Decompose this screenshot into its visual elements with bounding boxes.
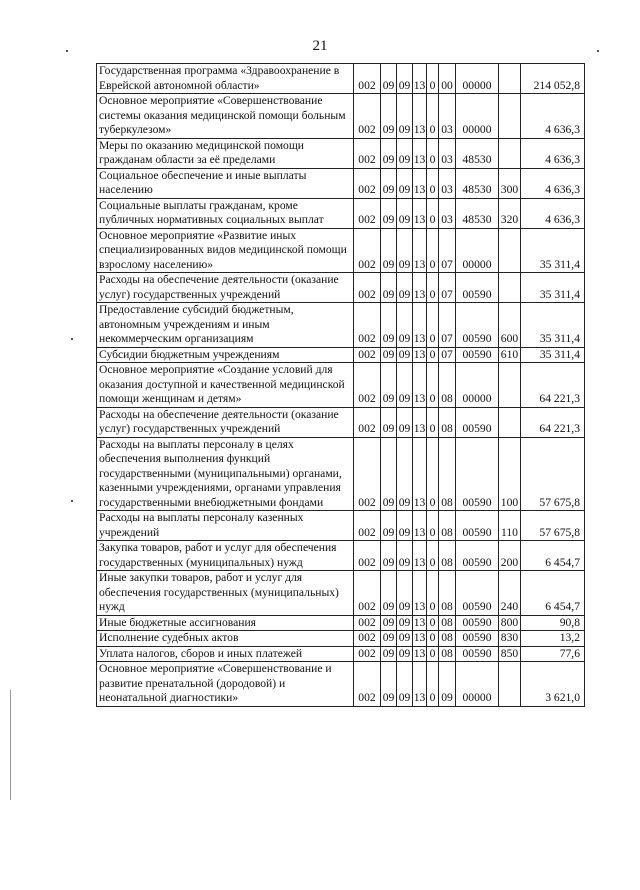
cell-p1: 13 xyxy=(413,198,427,228)
cell-p1: 13 xyxy=(413,631,426,644)
cell-amount: 35 311,4 xyxy=(521,347,585,363)
cell-p3: 07 xyxy=(439,303,456,348)
cell-exp: 610 xyxy=(499,347,521,363)
cell-exp: 200 xyxy=(499,541,521,571)
cell-p1: 13 xyxy=(413,511,427,541)
cell-admin: 002 xyxy=(354,64,381,94)
cell-admin: 002 xyxy=(354,273,381,303)
cell-admin: 002 xyxy=(354,631,381,647)
cell-admin: 002 xyxy=(354,363,381,408)
cell-sub: 09 xyxy=(397,64,413,94)
table-row xyxy=(97,631,585,647)
cell-admin: 002 xyxy=(354,646,381,662)
cell-name: Расходы на выплаты персоналу в целях обеспечения выполнения функций государственными (муниципальными) органами, казенными учреждениями, органами управления государственными внебюджетными фондами xyxy=(97,437,354,511)
cell-p4: 00000 xyxy=(456,94,499,139)
page-number: 21 xyxy=(312,38,328,54)
cell-amount: 214 052,8 xyxy=(521,64,585,94)
cell-p2: 0 xyxy=(427,437,439,511)
cell-name: Субсидии бюджетным учреждениям xyxy=(97,347,354,363)
cell-p4: 48530 xyxy=(456,198,499,228)
cell-p1: 13 xyxy=(413,646,426,660)
cell-admin: 002 xyxy=(354,615,381,631)
cell-p3: 07 xyxy=(439,228,456,273)
cell-p2: 0 xyxy=(427,198,439,228)
table-row xyxy=(97,64,585,94)
cell-admin: 002 xyxy=(354,198,381,228)
cell-p3: 08 xyxy=(439,571,456,616)
cell-sec: 09 xyxy=(381,273,397,303)
cell-p1: 13 xyxy=(413,228,427,273)
scan-speck xyxy=(597,50,599,52)
cell-amount: 77,6 xyxy=(521,646,585,662)
cell-exp: 600 xyxy=(499,303,521,348)
cell-sec: 09 xyxy=(381,407,397,437)
cell-p4: 00590 xyxy=(456,437,499,511)
cell-p1: 13 xyxy=(413,615,426,629)
cell-name: Иные закупки товаров, работ и услуг для обеспечения государственных (муниципальных) нужд xyxy=(97,571,354,616)
cell-p4: 00590 xyxy=(456,347,499,363)
cell-sub: 09 xyxy=(397,511,413,541)
cell-p1: 13 xyxy=(413,168,427,198)
cell-name: Основное мероприятие «Совершенствование системы оказания медицинской помощи больным туберкулезом» xyxy=(97,94,354,139)
table-row xyxy=(97,571,585,616)
cell-p3: 08 xyxy=(439,615,456,631)
budget-table xyxy=(96,63,585,707)
cell-exp: 100 xyxy=(499,437,521,511)
cell-p1: 13 xyxy=(413,94,427,139)
cell-p2: 0 xyxy=(427,168,439,198)
cell-sec: 09 xyxy=(381,631,397,647)
cell-name: Уплата налогов, сборов и иных платежей xyxy=(97,646,354,662)
cell-p2: 0 xyxy=(427,631,439,647)
cell-p4: 00590 xyxy=(456,511,499,541)
table-row xyxy=(97,437,585,511)
cell-p3: 07 xyxy=(439,347,456,363)
cell-amount: 3 621,0 xyxy=(521,662,585,707)
table-row xyxy=(97,168,585,198)
cell-p3: 03 xyxy=(439,138,456,168)
table-row xyxy=(97,198,585,228)
cell-amount: 64 221,3 xyxy=(521,407,585,437)
cell-name: Расходы на обеспечение деятельности (оказание услуг) государственных учреждений xyxy=(97,273,354,303)
cell-p4: 00590 xyxy=(456,303,499,348)
cell-p2: 0 xyxy=(427,541,439,571)
scan-speck xyxy=(66,50,68,52)
cell-p3: 00 xyxy=(439,64,456,94)
cell-p3: 08 xyxy=(439,511,456,541)
cell-amount: 90,8 xyxy=(521,615,585,631)
cell-p4: 00590 xyxy=(456,571,499,616)
cell-sec: 09 xyxy=(381,347,397,363)
cell-p1: 13 xyxy=(413,303,427,348)
cell-amount: 35 311,4 xyxy=(521,303,585,348)
cell-admin: 002 xyxy=(354,662,381,707)
table-row xyxy=(97,94,585,139)
table-row xyxy=(97,228,585,273)
cell-amount: 6 454,7 xyxy=(521,571,585,616)
cell-p3: 08 xyxy=(439,646,456,662)
cell-admin: 002 xyxy=(354,303,381,348)
cell-sec: 09 xyxy=(381,541,397,571)
table-row xyxy=(97,615,585,631)
cell-sec: 09 xyxy=(381,615,397,631)
cell-amount: 57 675,8 xyxy=(521,437,585,511)
cell-exp: 300 xyxy=(499,168,521,198)
cell-p4: 00590 xyxy=(456,631,499,647)
cell-name: Основное мероприятие «Создание условий для оказания доступной и качественной медицинской помощи женщинам и детям» xyxy=(97,363,354,408)
cell-p2: 0 xyxy=(427,363,439,408)
cell-admin: 002 xyxy=(354,138,381,168)
cell-name: Государственная программа «Здравоохранение в Еврейской автономной области» xyxy=(97,64,354,94)
cell-p4: 48530 xyxy=(456,138,499,168)
cell-sec: 09 xyxy=(381,662,397,707)
cell-p2: 0 xyxy=(427,273,439,303)
cell-p3: 08 xyxy=(439,407,456,437)
cell-sub: 09 xyxy=(397,631,413,647)
cell-p2: 0 xyxy=(427,228,439,273)
cell-exp xyxy=(499,363,521,408)
cell-p2: 0 xyxy=(427,138,439,168)
cell-p3: 03 xyxy=(439,168,456,198)
cell-exp: 830 xyxy=(499,631,521,647)
cell-p1: 13 xyxy=(413,273,427,303)
cell-name: Исполнение судебных актов xyxy=(97,631,354,647)
cell-exp: 850 xyxy=(499,646,521,662)
cell-admin: 002 xyxy=(354,228,381,273)
scan-speck xyxy=(71,500,73,502)
cell-exp xyxy=(499,138,521,168)
cell-sec: 09 xyxy=(381,363,397,408)
cell-sec: 09 xyxy=(381,571,397,616)
table-row xyxy=(97,273,585,303)
cell-sub: 09 xyxy=(397,273,413,303)
cell-p1: 13 xyxy=(413,64,427,94)
cell-p4: 00000 xyxy=(456,363,499,408)
cell-exp xyxy=(499,662,521,707)
cell-sub: 09 xyxy=(397,138,413,168)
cell-admin: 002 xyxy=(354,94,381,139)
cell-sec: 09 xyxy=(381,64,397,94)
cell-sub: 09 xyxy=(397,347,413,363)
cell-amount: 4 636,3 xyxy=(521,168,585,198)
cell-exp xyxy=(499,228,521,273)
cell-sec: 09 xyxy=(381,198,397,228)
cell-p2: 0 xyxy=(427,94,439,139)
cell-sub: 09 xyxy=(397,662,413,707)
cell-p4: 00000 xyxy=(456,228,499,273)
cell-p1: 13 xyxy=(413,662,427,707)
cell-amount: 4 636,3 xyxy=(521,138,585,168)
cell-amount: 13,2 xyxy=(521,631,585,647)
cell-exp xyxy=(499,64,521,94)
cell-admin: 002 xyxy=(354,511,381,541)
cell-admin: 002 xyxy=(354,541,381,571)
cell-p4: 00590 xyxy=(456,407,499,437)
cell-p3: 03 xyxy=(439,198,456,228)
cell-p1: 13 xyxy=(413,541,427,571)
cell-sub: 09 xyxy=(397,541,413,571)
cell-sec: 09 xyxy=(381,646,397,662)
cell-p1: 13 xyxy=(413,138,427,168)
cell-p2: 0 xyxy=(427,407,439,437)
cell-admin: 002 xyxy=(354,437,381,511)
cell-p1: 13 xyxy=(413,437,427,511)
cell-amount: 35 311,4 xyxy=(521,228,585,273)
cell-admin: 002 xyxy=(354,347,381,363)
cell-sub: 09 xyxy=(397,571,413,616)
table-row xyxy=(97,138,585,168)
cell-sec: 09 xyxy=(381,168,397,198)
table-row xyxy=(97,407,585,437)
cell-p2: 0 xyxy=(427,64,439,94)
cell-p4: 00590 xyxy=(456,541,499,571)
cell-p2: 0 xyxy=(427,646,439,662)
cell-p4: 00590 xyxy=(456,646,499,662)
cell-amount: 4 636,3 xyxy=(521,94,585,139)
cell-name: Иные бюджетные ассигнования xyxy=(97,615,354,631)
cell-p4: 00590 xyxy=(456,273,499,303)
cell-p1: 13 xyxy=(413,571,427,616)
cell-exp: 800 xyxy=(499,615,521,631)
table-row xyxy=(97,511,585,541)
cell-admin: 002 xyxy=(354,571,381,616)
cell-p2: 0 xyxy=(427,615,439,631)
cell-name: Меры по оказанию медицинской помощи гражданам области за её пределами xyxy=(97,138,354,168)
cell-sec: 09 xyxy=(381,228,397,273)
cell-sub: 09 xyxy=(397,646,413,662)
cell-p2: 0 xyxy=(427,303,439,348)
cell-sec: 09 xyxy=(381,303,397,348)
cell-sub: 09 xyxy=(397,198,413,228)
cell-p1: 13 xyxy=(413,363,427,408)
table-row xyxy=(97,303,585,348)
scan-edge-line xyxy=(10,690,11,800)
cell-sub: 09 xyxy=(397,94,413,139)
cell-exp xyxy=(499,273,521,303)
table-row xyxy=(97,347,585,363)
cell-sec: 09 xyxy=(381,437,397,511)
cell-p3: 08 xyxy=(439,363,456,408)
cell-name: Социальное обеспечение и иные выплаты населению xyxy=(97,168,354,198)
cell-name: Предоставление субсидий бюджетным, автономным учреждениям и иным некоммерческим организациям xyxy=(97,303,354,348)
table-row xyxy=(97,363,585,408)
cell-p3: 03 xyxy=(439,94,456,139)
cell-sub: 09 xyxy=(397,437,413,511)
cell-p3: 07 xyxy=(439,273,456,303)
cell-p2: 0 xyxy=(427,662,439,707)
cell-sub: 09 xyxy=(397,168,413,198)
cell-amount: 6 454,7 xyxy=(521,541,585,571)
cell-amount: 64 221,3 xyxy=(521,363,585,408)
cell-exp: 110 xyxy=(499,511,521,541)
cell-p4: 00000 xyxy=(456,64,499,94)
cell-p4: 00590 xyxy=(456,615,499,631)
cell-p3: 08 xyxy=(439,437,456,511)
cell-name: Социальные выплаты гражданам, кроме публичных нормативных социальных выплат xyxy=(97,198,354,228)
cell-exp xyxy=(499,94,521,139)
cell-amount: 57 675,8 xyxy=(521,511,585,541)
cell-name: Основное мероприятие «Развитие иных специализированных видов медицинской помощи взрослому населению» xyxy=(97,228,354,273)
table-row xyxy=(97,541,585,571)
cell-p3: 08 xyxy=(439,631,456,647)
cell-admin: 002 xyxy=(354,168,381,198)
cell-p3: 09 xyxy=(439,662,456,707)
cell-p2: 0 xyxy=(427,347,439,363)
cell-sub: 09 xyxy=(397,363,413,408)
cell-p4: 00000 xyxy=(456,662,499,707)
cell-p3: 08 xyxy=(439,541,456,571)
table-row xyxy=(97,646,585,662)
cell-sec: 09 xyxy=(381,138,397,168)
cell-p2: 0 xyxy=(427,571,439,616)
cell-admin: 002 xyxy=(354,407,381,437)
cell-p1: 13 xyxy=(413,347,426,361)
cell-sec: 09 xyxy=(381,511,397,541)
cell-sub: 09 xyxy=(397,228,413,273)
cell-name: Расходы на выплаты персоналу казенных учреждений xyxy=(97,511,354,541)
cell-exp xyxy=(499,407,521,437)
cell-p4: 48530 xyxy=(456,168,499,198)
table-row xyxy=(97,662,585,707)
cell-sub: 09 xyxy=(397,407,413,437)
cell-exp: 320 xyxy=(499,198,521,228)
scan-speck xyxy=(71,338,73,340)
cell-p2: 0 xyxy=(427,511,439,541)
cell-p1: 13 xyxy=(413,407,427,437)
cell-sub: 09 xyxy=(397,303,413,348)
cell-name: Закупка товаров, работ и услуг для обеспечения государственных (муниципальных) нужд xyxy=(97,541,354,571)
cell-amount: 4 636,3 xyxy=(521,198,585,228)
cell-sec: 09 xyxy=(381,94,397,139)
cell-amount: 35 311,4 xyxy=(521,273,585,303)
cell-exp: 240 xyxy=(499,571,521,616)
cell-name: Расходы на обеспечение деятельности (оказание услуг) государственных учреждений xyxy=(97,407,354,437)
cell-sub: 09 xyxy=(397,615,413,631)
cell-name: Основное мероприятие «Совершенствование и развитие пренатальной (дородовой) и неонатальной диагностики» xyxy=(97,662,354,707)
